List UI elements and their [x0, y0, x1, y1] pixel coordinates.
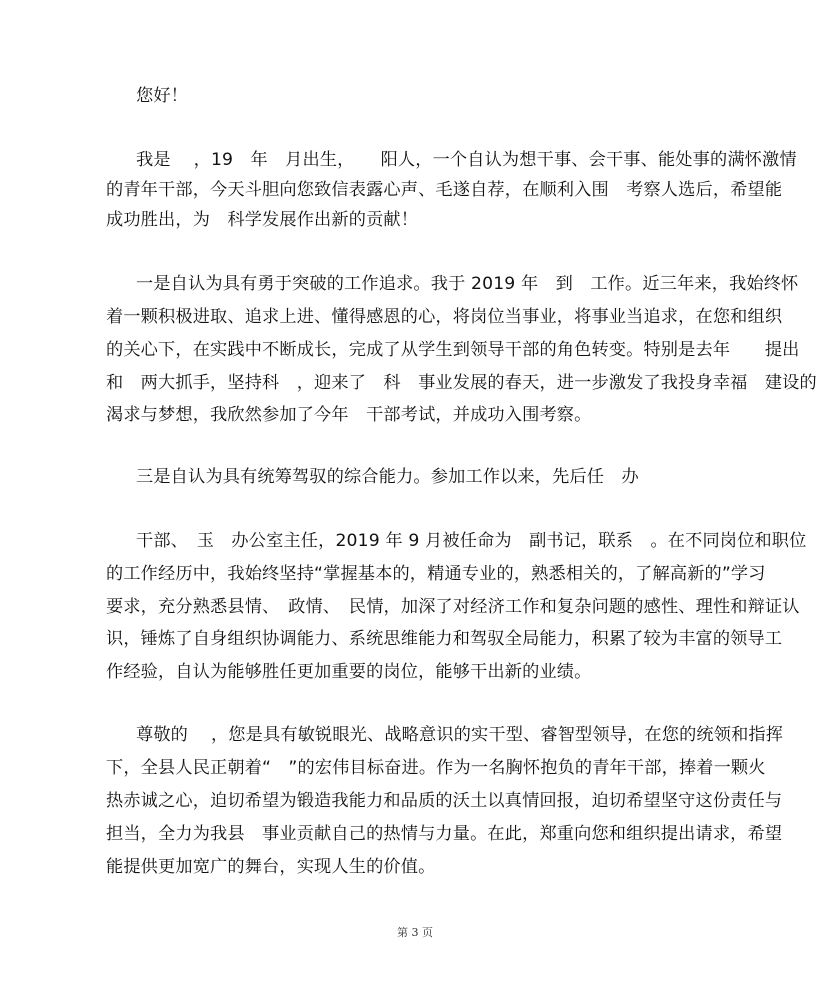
text-line: 识，锤炼了自身组织协调能力、系统思维能力和驾驭全局能力，积累了较为丰富的领导工	[106, 629, 783, 649]
text-line: 担当，全力为我县 事业贡献自己的热情与力量。在此，郑重向您和组织提出请求，希望	[106, 824, 783, 844]
text-line: 下，全县人民正朝着“ ”的宏伟目标奋进。作为一名胸怀抱负的青年干部，捧着一颗火	[106, 758, 766, 778]
text-line: 的工作经历中，我始终坚持“掌握基本的，精通专业的，熟悉相关的，了解高新的”学习	[106, 564, 766, 584]
greeting: 您好！	[136, 86, 189, 106]
text-line: 着一颗积极进取、追求上进、懂得感恩的心，将岗位当事业，将事业当追求，在您和组织	[106, 307, 783, 327]
text-line: 热赤诚之心，迫切希望为锻造我能力和品质的沃土以真情回报，迫切希望坚守这份责任与	[106, 791, 783, 811]
text-line: 的关心下，在实践中不断成长，完成了从学生到领导干部的角色转变。特别是去年 提出	[106, 340, 800, 360]
text-line: 作经验，自认为能够胜任更加重要的岗位，能够干出新的业绩。	[106, 662, 592, 682]
text-line: 干部、 玉 办公室主任，2019 年 9 月被任命为 副书记，联系 。在不同岗位和职位	[136, 531, 807, 551]
text-line: 和 两大抓手，坚持科 ，迎来了 科 事业发展的春天，进一步激发了我投身幸福 建设的	[106, 373, 817, 393]
text-line: 三是自认为具有统筹驾驭的综合能力。参加工作以来，先后任 办	[136, 467, 639, 487]
text-line: 要求，充分熟悉县情、 政情、 民情，加深了对经济工作和复杂问题的感性、理性和辩证认	[106, 597, 800, 617]
text-line: 成功胜出，为 科学发展作出新的贡献！	[106, 210, 419, 230]
text-line: 的青年干部，今天斗胆向您致信表露心声、毛遂自荐，在顺利入围 考察人选后，希望能	[106, 180, 783, 200]
text-line: 一是自认为具有勇于突破的工作追求。我于 2019 年 到 工作。近三年来，我始终怀	[136, 274, 799, 294]
text-line: 尊敬的 ，您是具有敏锐眼光、战略意识的实干型、睿智型领导，在您的统领和指挥	[136, 725, 784, 745]
text-line: 渴求与梦想，我欣然参加了今年 干部考试，并成功入围考察。	[106, 405, 592, 425]
page-number: 第 3 页	[397, 926, 433, 939]
text-line: 我是 ，19 年 月出生， 阳人，一个自认为想干事、会干事、能处事的满怀激情	[136, 150, 797, 170]
text-line: 能提供更加宽广的舞台，实现人生的价值。	[106, 857, 436, 877]
